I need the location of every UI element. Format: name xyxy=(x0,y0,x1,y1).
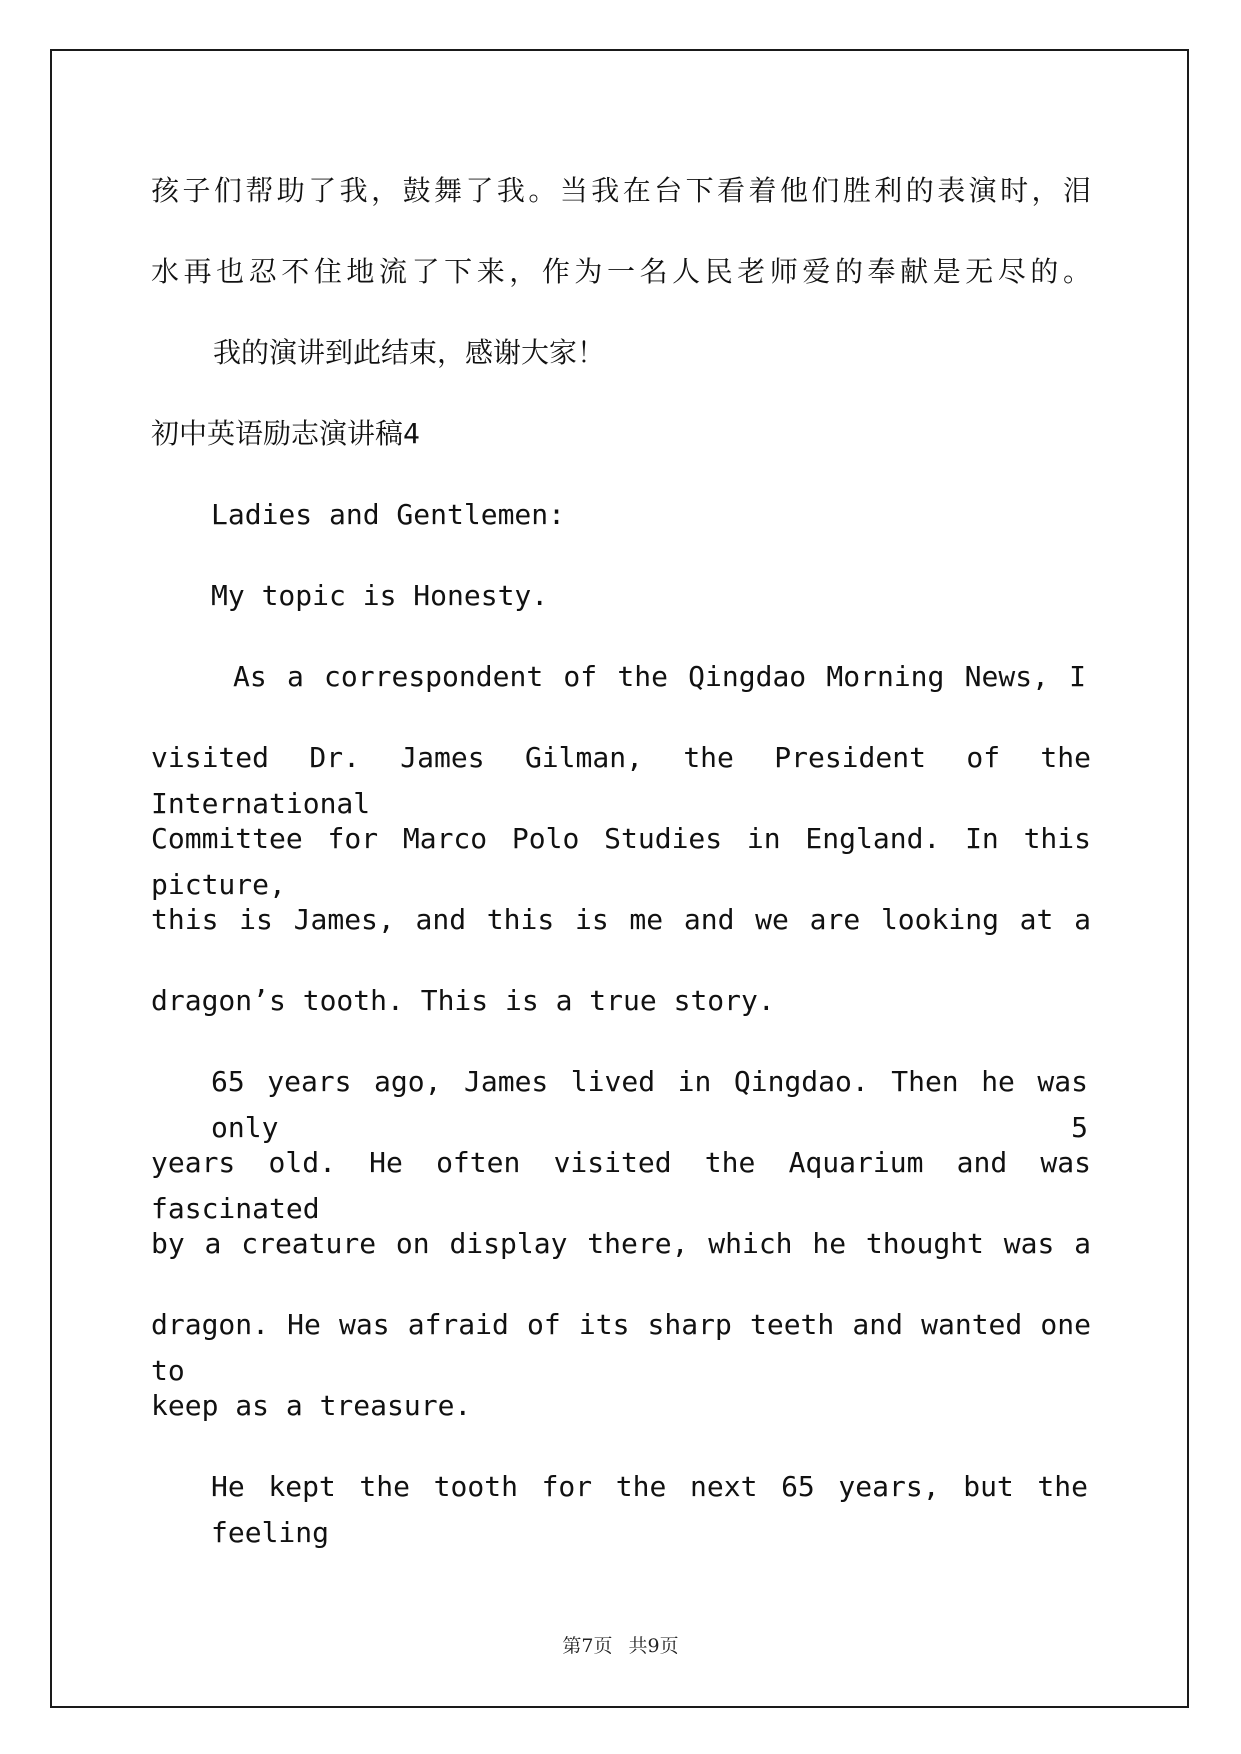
text-line-5: Ladies and Gentlemen: xyxy=(211,498,566,531)
text-line-14: by a creature on display there, which he thought was a xyxy=(151,1227,1091,1260)
text-line-17: He kept the tooth for the next 65 years, but the feeling xyxy=(211,1470,1088,1549)
section-heading: 初中英语励志演讲稿4 xyxy=(151,417,420,450)
text-line-13: years old. He often visited the Aquarium and was fascinated xyxy=(151,1146,1091,1225)
text-line-9: Committee for Marco Polo Studies in England. In this picture, xyxy=(151,822,1091,901)
text-line-11: dragon’s tooth. This is a true story. xyxy=(151,984,775,1017)
text-line-16: keep as a treasure. xyxy=(151,1389,472,1422)
page-footer xyxy=(0,1631,1241,1658)
text-line-6: My topic is Honesty. xyxy=(211,579,549,612)
text-line-1: 孩子们帮助了我，鼓舞了我。当我在台下看着他们胜利的表演时，泪 xyxy=(151,174,1091,207)
text-line-10: this is James, and this is me and we are looking at a xyxy=(151,903,1091,936)
text-line-2: 水再也忍不住地流了下来，作为一名人民老师爱的奉献是无尽的。 xyxy=(151,255,1091,288)
page-total: 共9页 xyxy=(628,1635,679,1657)
text-line-15: dragon. He was afraid of its sharp teeth and wanted one to xyxy=(151,1308,1091,1387)
text-line-12: 65 years ago, James lived in Qingdao. Then he was only 5 xyxy=(211,1065,1088,1144)
text-line-7: As a correspondent of the Qingdao Morning News, I xyxy=(233,660,1086,693)
text-line-3: 我的演讲到此结束，感谢大家！ xyxy=(213,336,606,369)
text-line-8: visited Dr. James Gilman, the President of the International xyxy=(151,741,1091,820)
page-current: 第7页 xyxy=(562,1635,613,1657)
